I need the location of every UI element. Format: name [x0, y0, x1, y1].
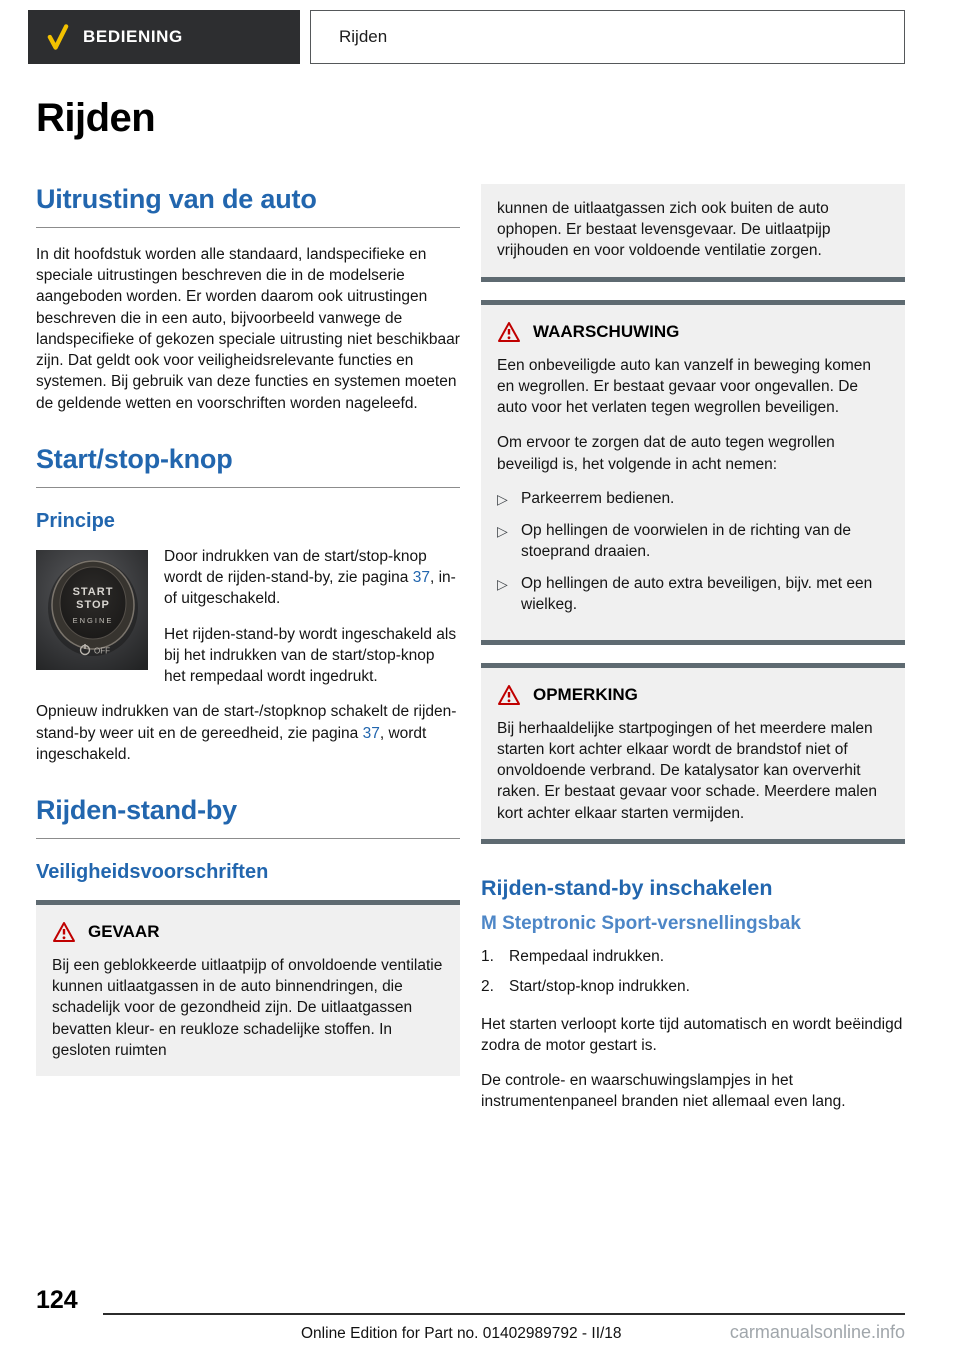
arrow-bullet-icon: ▷ — [497, 490, 508, 507]
arrow-bullet-icon: ▷ — [497, 522, 508, 539]
step-number: 1. — [481, 947, 494, 965]
warning-box-text-1: Een onbeveiligde auto kan vanzelf in beweging komen en wegrollen. Er bestaat gevaar voor ongevallen. De auto voor het verlaten tegen wegrollen beveiligen. — [497, 356, 871, 417]
list-item — [497, 574, 889, 616]
subheading-veiligheidsvoorschriften: Veiligheidsvoorschriften — [36, 860, 269, 883]
step-item — [481, 947, 905, 968]
step-text: Start/stop-knop indrukken. — [509, 977, 690, 995]
list-item-text: Parkeerrem bedienen. — [521, 489, 675, 507]
heading-rijden-stand-by-inschakelen: Rijden-stand-by inschakelen — [481, 875, 773, 900]
chapter-tab-label: BEDIENING — [83, 27, 183, 46]
warning-bullet-list — [497, 489, 889, 616]
content-columns — [36, 160, 905, 1127]
danger-box-header — [52, 921, 444, 943]
warning-box — [481, 300, 905, 645]
footer-rule — [103, 1313, 905, 1315]
svg-text:START: START — [72, 585, 114, 598]
note-box-title: OPMERKING — [533, 684, 638, 704]
left-column — [36, 160, 460, 1076]
warning-box-header — [497, 321, 889, 343]
page-link-37[interactable]: 37 — [412, 569, 430, 587]
heading-uitrusting-van-de-auto: Uitrusting van de auto — [36, 184, 460, 228]
warning-triangle-icon — [497, 684, 521, 706]
running-header-box — [310, 10, 905, 64]
page-header — [28, 10, 905, 64]
chapter-tab — [28, 10, 300, 64]
bediening-chapter-icon — [46, 23, 69, 51]
svg-text:STOP: STOP — [76, 598, 110, 611]
start-stop-button-image — [36, 550, 148, 670]
list-item — [497, 521, 889, 563]
text-run: , wordt ingeschakeld. — [36, 724, 427, 763]
page-link-37[interactable]: 37 — [362, 724, 380, 742]
watermark: carmanualsonline.info — [729, 1322, 905, 1342]
paragraph-controlelampjes: De controle- en waarschuwingslampjes in het instrumentenpaneel branden niet allemaal even lang. — [481, 1072, 846, 1111]
danger-box-continuation — [481, 184, 905, 282]
danger-continuation-text: kunnen de uitlaatgassen zich ook buiten de auto ophopen. Er bestaat levensgevaar. De uitlaatpijp vrijhouden en voor voldoende ventilatie zorgen. — [497, 200, 831, 260]
danger-box-text: Bij een geblokkeerde uitlaatpijp of onvoldoende ventilatie kunnen uitlaatgassen in de auto binnendringen, die schadelijk voor de gezondheid zijn. De uitlaatgassen bevatten kleur- en reukloze schadelijke stoffen. In gesloten ruimten — [52, 956, 443, 1059]
subheading-principe: Principe — [36, 509, 115, 532]
step-text: Rempedaal indrukken. — [509, 947, 665, 965]
paragraph-principe-2: Het rijden-stand-by wordt ingeschakeld als bij het indrukken van de start/stop-knop het rempedaal wordt ingedrukt. — [164, 625, 457, 686]
list-item-text: Op hellingen de auto extra beveiligen, bijv. met een wielkeg. — [521, 574, 873, 613]
danger-box-title: GEVAAR — [88, 921, 160, 941]
warning-triangle-icon — [497, 321, 521, 343]
paragraph-opnieuw-indrukken — [36, 701, 460, 765]
text-run: Opnieuw indrukken van de start-/stopknop schakelt de rijden-stand-by weer uit en de gereedheid, zie pagina — [36, 703, 457, 742]
text-run: Door indrukken van de start/stop-knop wordt de rijden-stand-by, zie pagina — [164, 547, 427, 587]
subheading-m-steptronic-sport-versnellingsbak: M Steptronic Sport-versnellingsbak — [481, 912, 801, 934]
principe-block — [36, 546, 460, 687]
step-number: 2. — [481, 977, 494, 995]
note-box-header — [497, 684, 889, 706]
danger-box — [36, 900, 460, 1076]
running-header-label: Rijden — [339, 27, 388, 46]
list-item — [497, 489, 889, 510]
step-item — [481, 977, 905, 998]
paragraph-starten-verloop: Het starten verloopt korte tijd automatisch en wordt beëindigd zodra de motor gestart is. — [481, 1015, 903, 1054]
note-box-text: Bij herhaaldelijke startpogingen of het meerdere malen starten kort achter elkaar wordt de brandstof niet of onvoldoende verbrand. De katalysator kan oververhit raken. Er bestaat gevaar voor schade. Meerdere malen kort achter elkaar starten vermijden. — [497, 719, 877, 822]
page-title: Rijden — [36, 96, 156, 140]
edition-note: Online Edition for Part no. 01402989792 - II/18 — [301, 1325, 622, 1342]
start-steps-list — [481, 947, 905, 998]
heading-start-stop-knop: Start/stop-knop — [36, 444, 460, 488]
heading-rijden-stand-by: Rijden-stand-by — [36, 795, 460, 839]
right-column — [481, 160, 905, 1127]
text-run: , in- of uitgeschakeld. — [164, 569, 456, 608]
warning-box-text-2: Om ervoor te zorgen dat de auto tegen wegrollen beveiligd is, het volgende in acht nemen: — [497, 434, 835, 473]
svg-text:OFF: OFF — [94, 646, 110, 656]
warning-triangle-icon — [52, 921, 76, 943]
svg-text:ENGINE: ENGINE — [72, 615, 114, 625]
paragraph-uitrusting: In dit hoofdstuk worden alle standaard, landspecifieke en speciale uitrustingen beschreven die in de modelserie aangeboden worden. Er worden daarom ook uitrustingen beschreven die in een auto, bijvoorbeeld vanwege de landspecifieke of gekozen speciale uitrusting niet beschikbaar zijn. Dat geldt ook voor veiligheidsrelevante functies en systemen. Bij gebruik van deze functies en systemen moeten de geldende wetten en voorschriften worden nageleefd. — [36, 246, 460, 412]
page-number: 124 — [36, 1286, 78, 1314]
arrow-bullet-icon: ▷ — [497, 575, 508, 592]
warning-box-title: WAARSCHUWING — [533, 321, 680, 341]
note-box — [481, 663, 905, 844]
list-item-text: Op hellingen de voorwielen in de richting van de stoeprand draaien. — [521, 521, 852, 560]
